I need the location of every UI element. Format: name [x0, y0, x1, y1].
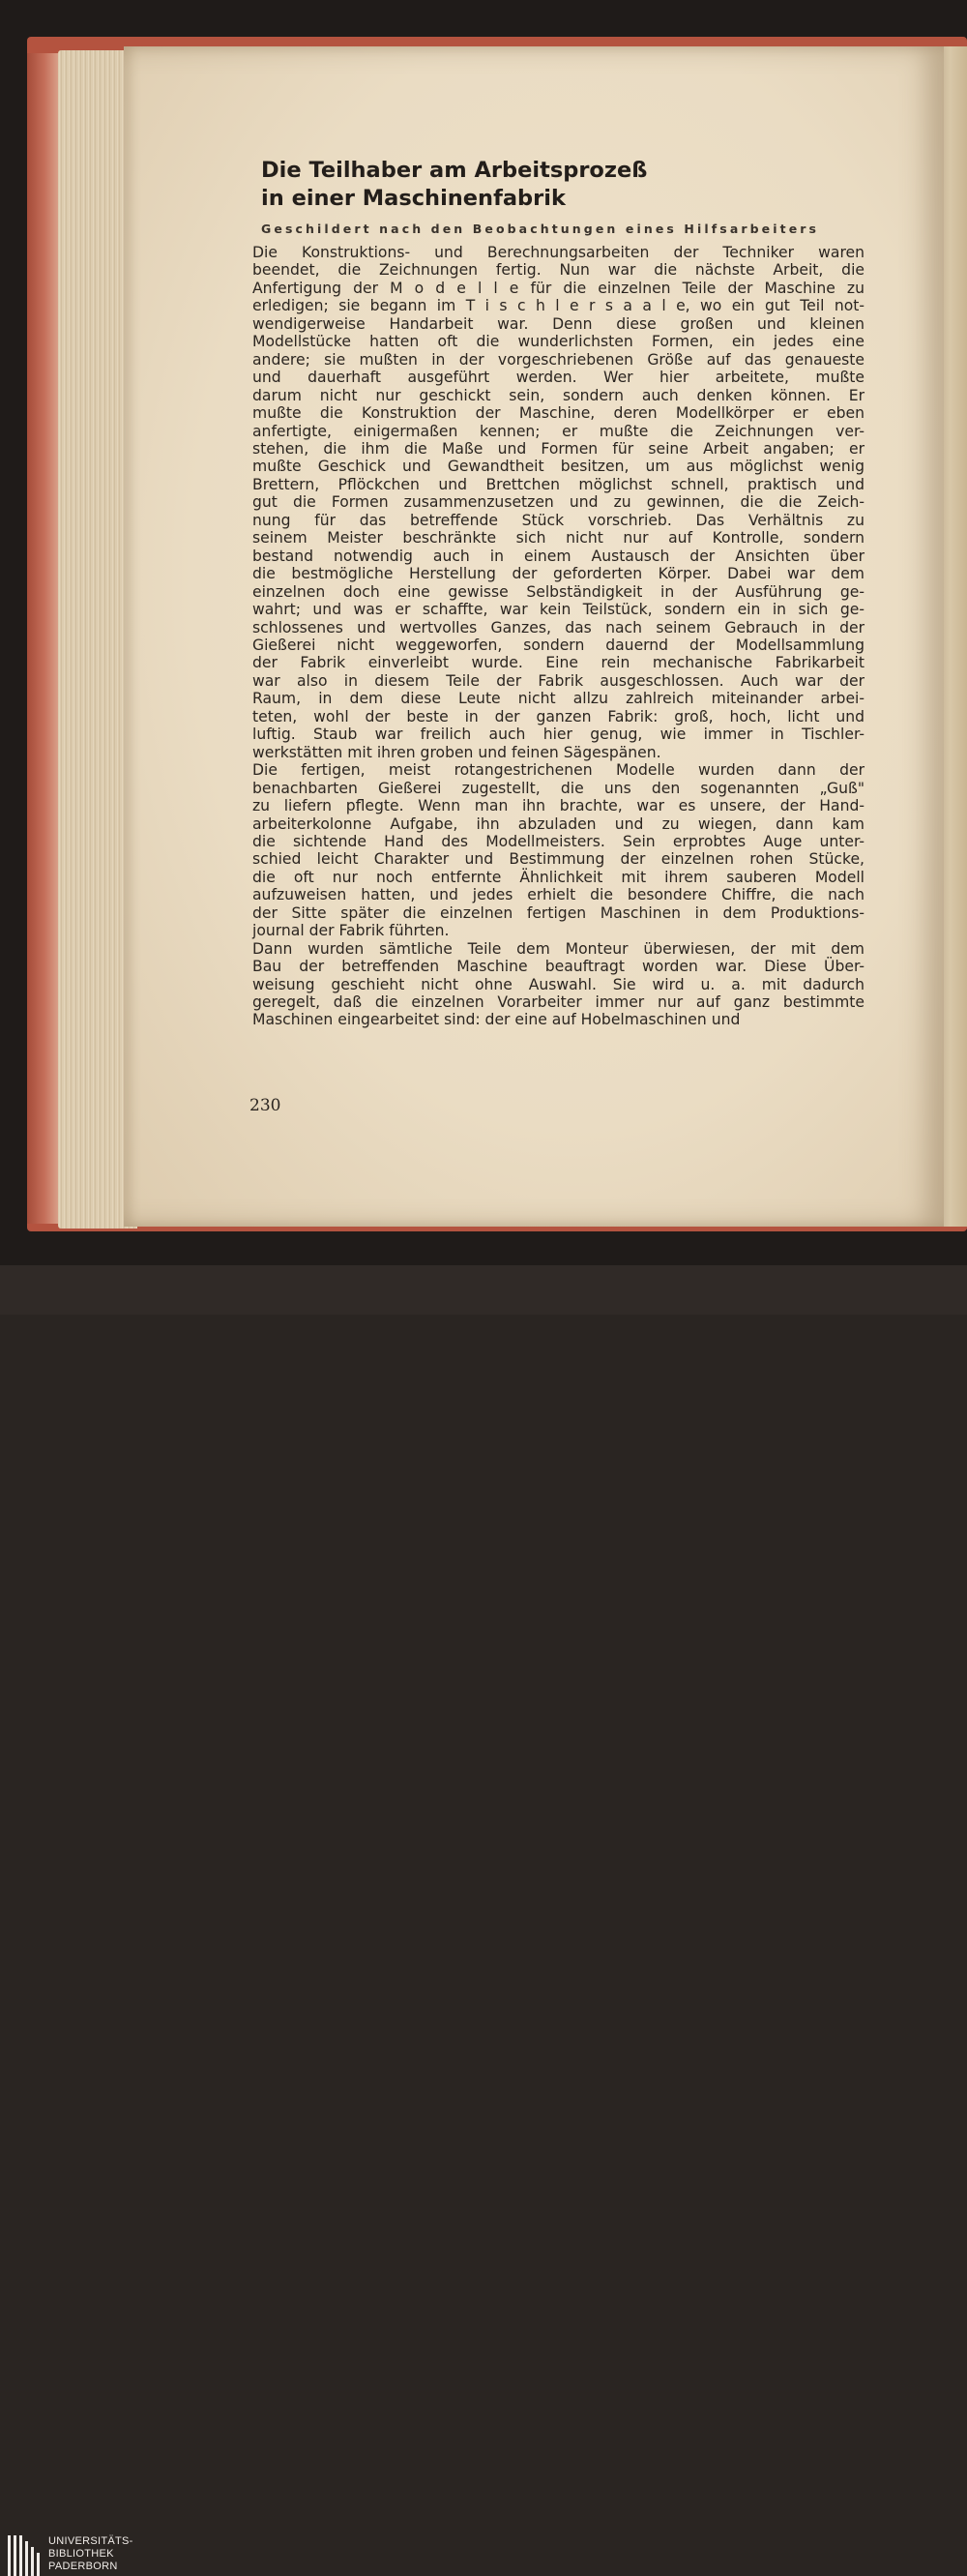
text-line: stehen, die ihm die Maße und Formen für seine Arbeit angaben; er — [252, 439, 864, 458]
text-line: wendigerweise Handarbeit war. Denn diese großen und kleinen — [252, 314, 864, 333]
text-line: darum nicht nur geschickt sein, sondern auch denken können. Er — [252, 386, 864, 404]
text-line: beendet, die Zeichnungen fertig. Nun war die nächste Arbeit, die — [252, 261, 864, 280]
article-title — [261, 157, 864, 213]
article-body — [252, 244, 864, 1029]
title-line-2: in einer Maschinenfabrik — [261, 186, 566, 211]
scan-background — [0, 0, 967, 1265]
text-line: und dauerhaft ausgeführt werden. Wer hier arbeitete, mußte — [252, 369, 864, 387]
page-number: 230 — [249, 1096, 281, 1115]
text-line: aufzuweisen hatten, und jedes erhielt die besondere Chiffre, die nach — [252, 886, 864, 904]
article-subtitle: Geschildert nach den Beobachtungen eines Hilfsarbeiters — [261, 222, 820, 236]
text-line: werkstätten mit ihren groben und feinen Sägespänen. — [252, 743, 661, 761]
text-line: anfertigte, einigermaßen kennen; er mußte die Zeichnungen ver- — [252, 422, 864, 440]
text-line: bestand notwendig auch in einem Austausch der Ansichten über — [252, 547, 864, 565]
text-line: Die fertigen, meist rotangestrichenen Modelle wurden dann der — [252, 761, 864, 780]
text-line: arbeiterkolonne Aufgabe, ihn abzuladen und zu wiegen, dann kam — [252, 814, 864, 833]
text-line: Bau der betreffenden Maschine beauftragt worden war. Diese Über- — [252, 958, 864, 976]
text-line: erledigen; sie begann im T i s c h l e r s a a l e, wo ein gut Teil not- — [252, 297, 864, 315]
library-name-line-1: UNIVERSITÄTS- — [48, 2535, 133, 2547]
library-name — [48, 2535, 133, 2573]
text-line: andere; sie mußten in der vorgeschriebenen Größe auf das genaueste — [252, 350, 864, 369]
library-name-line-3: PADERBORN — [48, 2561, 118, 2572]
text-line: Anfertigung der M o d e l l e für die einzelnen Teile der Maschine zu — [252, 279, 864, 297]
text-line: Brettern, Pflöckchen und Brettchen möglichst schnell, praktisch und — [252, 475, 864, 493]
text-line: teten, wohl der beste in der ganzen Fabrik: groß, hoch, licht und — [252, 707, 864, 725]
library-name-line-2: BIBLIOTHEK — [48, 2548, 114, 2560]
text-line: einzelnen doch eine gewisse Selbständigkeit in der Ausführung ge- — [252, 582, 864, 601]
title-line-1: Die Teilhaber am Arbeitsprozeß — [261, 158, 648, 183]
text-line: der Fabrik einverleibt wurde. Eine rein mechanische Fabrikarbeit — [252, 654, 864, 672]
text-line: mußte die Konstruktion der Maschine, deren Modellkörper er eben — [252, 404, 864, 423]
text-line: Dann wurden sämtliche Teile dem Monteur überwiesen, der mit dem — [252, 939, 864, 958]
library-footer — [0, 1265, 967, 2572]
text-line: seinem Meister beschränkte sich nicht nur auf Kontrolle, sondern — [252, 529, 864, 548]
text-line: gut die Formen zusammenzusetzen und zu gewinnen, die die Zeich- — [252, 493, 864, 512]
text-line: wahrt; und was er schaffte, war kein Teilstück, sondern ein in sich ge- — [252, 601, 864, 619]
text-line: die bestmögliche Herstellung der geforderten Körper. Dabei war dem — [252, 565, 864, 583]
text-line: benachbarten Gießerei zugestellt, die uns den sogenannten „Guß" — [252, 779, 864, 797]
text-line: weisung geschieht nicht ohne Auswahl. Sie wird u. a. mit dadurch — [252, 975, 864, 993]
text-line: schlossenes und wertvolles Ganzes, das nach seinem Gebrauch in der — [252, 618, 864, 637]
text-line: Die Konstruktions- und Berechnungsarbeiten der Techniker waren — [252, 244, 864, 261]
text-line: luftig. Staub war freilich auch hier genug, wie immer in Tischler- — [252, 725, 864, 744]
text-line: Raum, in dem diese Leute nicht allzu zahlreich miteinander arbei- — [252, 690, 864, 708]
text-line: war also in diesem Teile der Fabrik ausgeschlossen. Auch war der — [252, 671, 864, 690]
library-logo-icon — [8, 2535, 43, 2576]
text-line: Modellstücke hatten oft die wunderlichsten Formen, ein jedes eine — [252, 333, 864, 351]
text-line: Gießerei nicht weggeworfen, sondern dauernd der Modellsammlung — [252, 636, 864, 654]
text-line: Maschinen eingearbeitet sind: der eine auf Hobelmaschinen und — [252, 1011, 741, 1029]
text-line: journal der Fabrik führten. — [252, 922, 450, 940]
text-line: nung für das betreffende Stück vorschrieb. Das Verhältnis zu — [252, 511, 864, 529]
text-line: der Sitte später die einzelnen fertigen Maschinen in dem Produktions- — [252, 903, 864, 922]
text-line: schied leicht Charakter und Bestimmung der einzelnen rohen Stücke, — [252, 850, 864, 869]
text-line: die sichtende Hand des Modellmeisters. Sein erprobtes Auge unter- — [252, 832, 864, 850]
article — [249, 157, 864, 1029]
text-line: die oft nur noch entfernte Ähnlichkeit mit ihrem sauberen Modell — [252, 868, 864, 886]
text-line: zu liefern pflegte. Wenn man ihn brachte, war es unsere, der Hand- — [252, 797, 864, 815]
text-line: mußte Geschick und Gewandtheit besitzen, um aus möglichst wenig — [252, 458, 864, 476]
text-line: geregelt, daß die einzelnen Vorarbeiter immer nur auf ganz bestimmte — [252, 993, 864, 1012]
